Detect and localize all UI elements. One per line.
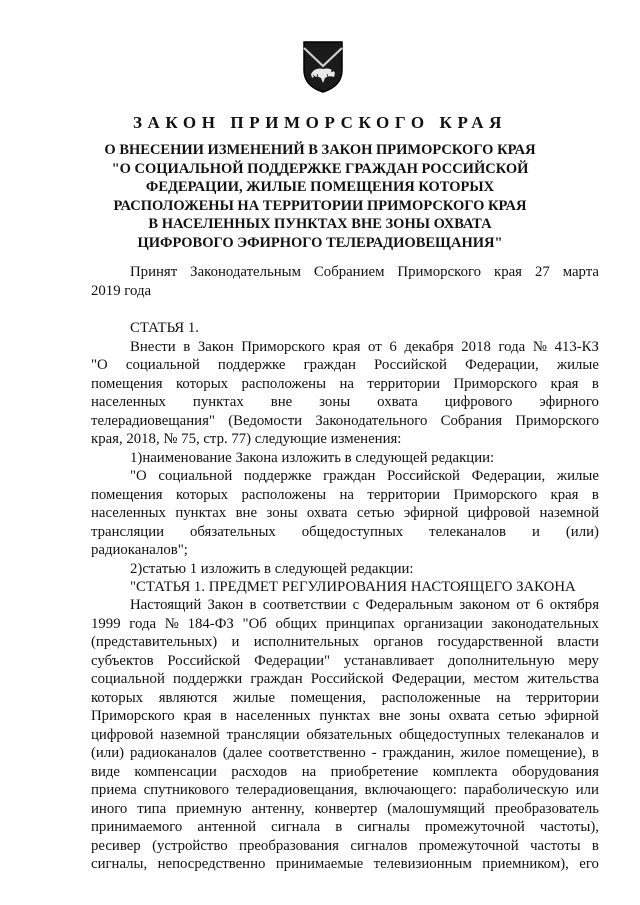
text-line: Приморского края в населенных пунктах вне зоны охвата сетью эфирной [91,708,599,724]
subtitle-line: РАСПОЛОЖЕНЫ НА ТЕРРИТОРИИ ПРИМОРСКОГО КРАЯ [113,197,527,214]
text-line: населенных пунктах вне зоны охвата сетью эфирной цифровой наземной [91,505,599,521]
subtitle-line: ЦИФРОВОГО ЭФИРНОГО ТЕЛЕРАДИОВЕЩАНИЯ" [137,234,503,251]
text-line: Внести в Закон Приморского края от 6 декабря 2018 года № 413-КЗ [130,338,599,355]
subtitle-line: "О СОЦИАЛЬНОЙ ПОДДЕРЖКЕ ГРАЖДАН РОССИЙСКОЙ [111,160,529,177]
text-line: "О социальной поддержке граждан Российской Федерации, жилые [91,357,599,373]
text-line: 1999 года № 184-ФЗ "Об общих принципах организации законодательных [91,615,599,632]
law-title: ЗАКОН ПРИМОРСКОГО КРАЯ [132,113,508,132]
text-line: субъектов Российской Федерации" устанавливает дополнительную меру [91,652,599,669]
text-line: края, 2018, № 75, стр. 77) следующие изменения: [91,431,402,447]
adoption-note [91,263,599,300]
text-line: трансляции обязательных общедоступных телеканалов и (или) [91,523,599,540]
text-line: телерадиовещания" (Ведомости Законодательного Собрания Приморского [91,412,599,429]
text-line: сигналы, непосредственно принимаемые телевизионным приемником), его [91,856,599,872]
text-line: Настоящий Закон в соответствии с Федеральным законом от 6 октября [130,597,599,613]
text-line: приема спутникового телерадиовещания, включающего: параболическую или [91,782,599,798]
text-line: (представительных) и исполнительных органов государственной власти [91,634,599,650]
text-line: которых являются жилые помещения, расположенные на территории [91,689,599,706]
text-line: виде компенсации расходов на приобретение комплекта оборудования [91,763,599,780]
text-line: "О социальной поддержке граждан Российской Федерации, жилые [130,468,599,484]
text-line: цифровой наземной трансляции обязательных общедоступных телеканалов и [91,726,599,743]
subtitle-line: О ВНЕСЕНИИ ИЗМЕНЕНИЙ В ЗАКОН ПРИМОРСКОГО КРАЯ [104,142,536,158]
subtitle-line: ФЕДЕРАЦИИ, ЖИЛЫЕ ПОМЕЩЕНИЯ КОТОРЫХ [145,179,495,195]
article-heading: СТАТЬЯ 1. [130,320,199,336]
text-line: социальной поддержки граждан Российской Федерации, местом жительства [91,671,599,687]
text-line: помещения которых расположены на территории Приморского края в [91,375,599,392]
law-subtitle [40,141,600,252]
text-line: "СТАТЬЯ 1. ПРЕДМЕТ РЕГУЛИРОВАНИЯ НАСТОЯЩЕГО ЗАКОНА [130,579,576,595]
subtitle-line: В НАСЕЛЕННЫХ ПУНКТАХ ВНЕ ЗОНЫ ОХВАТА [148,216,492,232]
text-line: иного типа приемную антенну, конвертер (малошумящий преобразователь [91,800,599,817]
text-line: 2019 года [91,282,152,299]
text-line: (или) радиоканалов (далее соответственно - гражданин, жилое помещение), в [91,745,599,761]
primorsky-krai-coat-of-arms-icon [301,40,345,94]
article-1 [91,319,599,597]
text-line: принимаемого антенной сигнала в сигналы промежуточной частоты), [91,819,599,835]
text-line: радиоканалов"; [91,542,188,558]
text-line: 1)наименование Закона изложить в следующей редакции: [130,449,495,466]
article-1-new-text [91,596,599,874]
text-line: Принят Законодательным Собранием Приморского края 27 марта [130,264,599,280]
text-line: 2)статью 1 изложить в следующей редакции: [130,560,414,577]
text-line: помещения которых расположены на территории Приморского края в [91,486,599,503]
text-line: населенных пунктах вне зоны охвата цифрового эфирного [91,394,599,410]
text-line: ресивер (устройство преобразования сигналов промежуточной частоты в [91,837,599,854]
